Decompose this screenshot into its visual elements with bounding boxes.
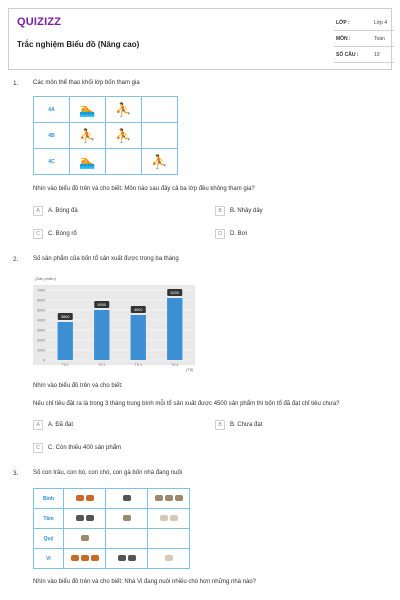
q1-cell [142, 97, 178, 123]
q2-number: 2. [13, 256, 19, 263]
buffalo-icon [118, 555, 126, 561]
chart-data-label: 4500 [134, 308, 143, 312]
q3-cell [106, 529, 148, 549]
q3-cell [148, 529, 190, 549]
option-label: B. Nhảy dây [230, 208, 263, 214]
q2-bar-chart [33, 276, 201, 374]
q3-row-label: Bình [34, 489, 64, 509]
q1-cell [70, 123, 106, 149]
chart-y-tick-label: 4000 [37, 318, 45, 323]
q3-cell [64, 549, 106, 569]
q1-cell [70, 149, 106, 175]
q1-number: 1. [13, 80, 19, 87]
chart-xlabel: (Tổ) [186, 367, 194, 372]
q2-option-b[interactable] [215, 420, 262, 430]
chart-y-tick-label: 5000 [37, 308, 45, 313]
q3-animals-table [33, 488, 190, 569]
option-letter-box[interactable]: B [215, 420, 225, 430]
q1-row-label: 4B [34, 123, 70, 149]
q2-question-line2: Nếu chỉ tiêu đặt ra là trong 3 tháng trung bình mỗi tổ sản xuất được 4500 sản phẩm thì bốn tổ đã đạt chỉ tiêu chưa? [33, 401, 340, 407]
q1-option-a[interactable] [33, 206, 78, 216]
meta-subject [334, 33, 394, 47]
option-label: A. Bóng đá [48, 208, 78, 214]
cow-icon [81, 535, 89, 541]
worksheet-header [8, 8, 392, 70]
q1-option-d[interactable] [215, 229, 247, 239]
chart-data-label: 5000 [97, 303, 106, 307]
chart-y-tick-label: 3000 [37, 328, 45, 333]
buffalo-icon [86, 515, 94, 521]
q1-question: Nhìn vào biểu đồ trên và cho biết: Môn nào sau đây cả ba lớp đều không tham gia? [33, 186, 255, 192]
option-label: C. Bóng rổ [48, 231, 77, 237]
chart-bar [58, 322, 73, 360]
page-title: Trắc nghiệm Biểu đồ (Nâng cao) [17, 40, 140, 49]
q3-caption: Số con trâu, con bò, con chó, con gà bốn nhà đang nuôi [33, 470, 183, 476]
q3-cell [148, 489, 190, 509]
option-label: C. Còn thiếu 400 sản phẩm [48, 445, 122, 451]
q3-cell [64, 529, 106, 549]
q3-row-label: Tâm [34, 509, 64, 529]
q1-cell [142, 123, 178, 149]
meta-grade-key: LỚP : [336, 20, 350, 26]
chart-ylabel: (Sản phẩm) [35, 276, 56, 281]
q3-cell [64, 509, 106, 529]
chart-x-tick-label: Tổ 1 [61, 363, 69, 367]
q2-caption: Số sản phẩm của bốn tổ sản xuất được trong ba tháng [33, 256, 179, 262]
q2-option-a[interactable] [33, 420, 73, 430]
q1-cell [142, 149, 178, 175]
chart-y-tick-label: 0 [43, 358, 45, 363]
q1-cell [106, 97, 142, 123]
q3-row-label: Quý [34, 529, 64, 549]
q1-row-label: 4C [34, 149, 70, 175]
cow-icon [175, 495, 183, 501]
chart-bar [94, 310, 109, 360]
meta-grade-value: Lớp 4 [374, 20, 388, 26]
dog-icon [86, 495, 94, 501]
option-label: D. Bơi [230, 231, 247, 237]
meta-subject-value: Toán [374, 36, 385, 42]
chart-data-label: 6200 [170, 291, 179, 295]
jump-rope-icon: ⛹ [151, 154, 168, 169]
q3-cell [106, 509, 148, 529]
option-letter-box[interactable]: A [33, 206, 43, 216]
chart-y-tick-label: 1000 [37, 348, 45, 353]
chart-bar [167, 298, 182, 360]
option-label: A. Đã đạt [48, 422, 74, 428]
option-letter-box[interactable]: C [33, 229, 43, 239]
meta-count-value: 10 [374, 52, 380, 58]
dog-icon [81, 555, 89, 561]
q1-cell [70, 97, 106, 123]
soccer-player-icon: ⛹ [115, 102, 132, 117]
q1-sports-table [33, 96, 178, 175]
soccer-player-icon: ⛹ [115, 128, 132, 143]
basketball-player-icon: ⛹ [79, 128, 96, 143]
dog-icon [71, 555, 79, 561]
q3-cell [64, 489, 106, 509]
quizizz-logo: QUIZIZZ [17, 16, 62, 28]
option-letter-box[interactable]: C [33, 443, 43, 453]
q3-question: Nhìn vào biểu đồ trên và cho biết: Nhà Vi đang nuôi nhiều chó hơn những nhà nào? [33, 579, 257, 585]
buffalo-icon [123, 495, 131, 501]
chart-y-tick-label: 2000 [37, 338, 45, 343]
q3-cell [106, 489, 148, 509]
q1-caption: Các môn thể thao khối lớp bốn tham gia [33, 80, 140, 86]
q1-cell [106, 123, 142, 149]
q3-cell [148, 509, 190, 529]
meta-count [334, 49, 394, 63]
q2-question-line1: Nhìn vào biểu đồ trên và cho biết: [33, 383, 123, 389]
chicken-icon [170, 515, 178, 521]
q2-option-c[interactable] [33, 443, 121, 453]
meta-subject-key: MÔN : [336, 36, 351, 42]
meta-count-key: SỐ CÂU : [336, 52, 359, 58]
q3-cell [148, 549, 190, 569]
chicken-icon [160, 515, 168, 521]
dog-icon [91, 555, 99, 561]
q1-row-label: 4A [34, 97, 70, 123]
chart-y-tick-label: 7000 [37, 288, 45, 293]
option-letter-box[interactable]: A [33, 420, 43, 430]
swimming-icon: 🏊 [79, 154, 96, 169]
buffalo-icon [76, 515, 84, 521]
q3-cell [106, 549, 148, 569]
option-letter-box[interactable]: D [215, 229, 225, 239]
q1-cell [106, 149, 142, 175]
chart-x-tick-label: Tổ 3 [134, 363, 142, 367]
q1-option-c[interactable] [33, 229, 77, 239]
meta-info [334, 17, 394, 65]
cow-icon [165, 495, 173, 501]
chart-svg [33, 276, 201, 374]
chart-x-tick-label: Tổ 2 [98, 363, 106, 367]
buffalo-icon [128, 555, 136, 561]
chart-y-tick-label: 6000 [37, 298, 45, 303]
option-letter-box[interactable]: B [215, 206, 225, 216]
dog-icon [76, 495, 84, 501]
chart-data-label: 3800 [61, 315, 70, 319]
cow-icon [123, 515, 131, 521]
q3-row-label: Vi [34, 549, 64, 569]
meta-grade [334, 17, 394, 31]
q3-number: 3. [13, 470, 19, 477]
swimming-icon: 🏊 [79, 102, 96, 117]
chart-bar [131, 315, 146, 360]
q1-option-b[interactable] [215, 206, 263, 216]
cow-icon [155, 495, 163, 501]
chicken-icon [165, 555, 173, 561]
option-label: B. Chưa đạt [230, 422, 263, 428]
chart-x-tick-label: Tổ 4 [171, 363, 179, 367]
